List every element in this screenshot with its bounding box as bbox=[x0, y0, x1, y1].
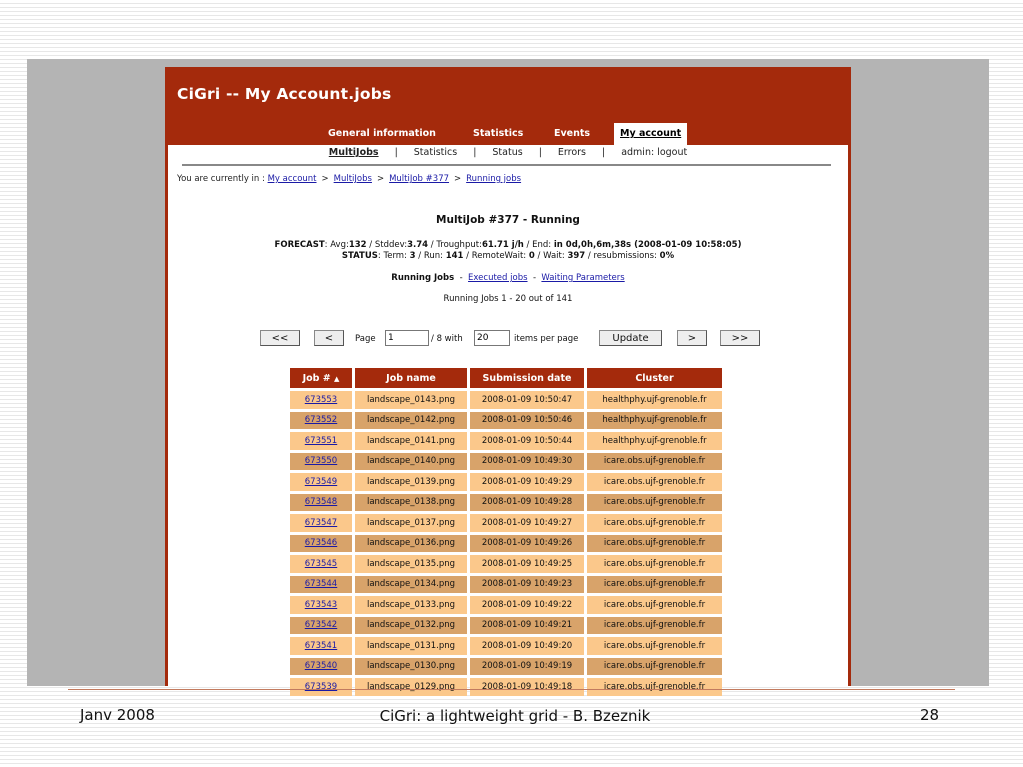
table-row bbox=[290, 391, 722, 409]
page-count-text: / 8 with bbox=[431, 334, 463, 344]
submission-date-cell: 2008-01-09 10:50:44 bbox=[470, 432, 584, 450]
job-number-cell bbox=[290, 453, 352, 471]
job-link[interactable]: 673544 bbox=[304, 579, 338, 590]
wait-value: 397 bbox=[567, 251, 586, 261]
run-value: 141 bbox=[445, 251, 464, 261]
cluster-cell: healthphy.ujf-grenoble.fr bbox=[587, 432, 722, 450]
job-link[interactable]: 673552 bbox=[304, 415, 338, 426]
subnav-errors[interactable]: Errors bbox=[557, 147, 586, 158]
footer-date: Janv 2008 bbox=[80, 706, 155, 724]
table-row bbox=[290, 658, 722, 676]
submission-date-cell: 2008-01-09 10:50:46 bbox=[470, 412, 584, 430]
footer-divider bbox=[68, 689, 955, 690]
sub-navigation bbox=[168, 147, 848, 158]
tab-statistics[interactable]: Statistics bbox=[473, 128, 524, 139]
view-separator: - bbox=[532, 273, 537, 283]
breadcrumb-multijobs[interactable]: MultiJobs bbox=[333, 174, 372, 184]
subnav-separator: | bbox=[473, 147, 477, 158]
job-link[interactable]: 673548 bbox=[304, 497, 338, 508]
page-label: Page bbox=[355, 334, 376, 344]
job-name-cell: landscape_0141.png bbox=[355, 432, 467, 450]
status-line: STATUS: Term: 3 / Run: 141 / RemoteWait: 0 / Wait: 397 / resubmissions: 0% bbox=[341, 251, 675, 261]
submission-date-cell: 2008-01-09 10:49:18 bbox=[470, 678, 584, 696]
jobs-table bbox=[287, 365, 725, 699]
table-row bbox=[290, 535, 722, 553]
submission-date-cell: 2008-01-09 10:49:27 bbox=[470, 514, 584, 532]
job-name-cell: landscape_0129.png bbox=[355, 678, 467, 696]
breadcrumb-separator: > bbox=[321, 174, 329, 184]
column-job-number[interactable] bbox=[290, 368, 352, 388]
job-name-cell: landscape_0142.png bbox=[355, 412, 467, 430]
cluster-cell: icare.obs.ujf-grenoble.fr bbox=[587, 658, 722, 676]
job-number-cell bbox=[290, 678, 352, 696]
job-name-cell: landscape_0138.png bbox=[355, 494, 467, 512]
app-title: CiGri -- My Account.jobs bbox=[177, 85, 392, 103]
breadcrumb-running-jobs[interactable]: Running jobs bbox=[466, 174, 522, 184]
job-link[interactable]: 673545 bbox=[304, 558, 338, 569]
cluster-cell: icare.obs.ujf-grenoble.fr bbox=[587, 514, 722, 532]
tab-events[interactable]: Events bbox=[554, 128, 591, 139]
subnav-separator: | bbox=[538, 147, 542, 158]
resub-value: 0% bbox=[659, 251, 675, 261]
job-number-cell bbox=[290, 576, 352, 594]
cluster-cell: icare.obs.ujf-grenoble.fr bbox=[587, 637, 722, 655]
table-row bbox=[290, 678, 722, 696]
table-row bbox=[290, 596, 722, 614]
subnav-separator: | bbox=[394, 147, 398, 158]
footer-page-number: 28 bbox=[920, 706, 940, 724]
job-link[interactable]: 673541 bbox=[304, 640, 338, 651]
breadcrumb bbox=[177, 174, 521, 184]
submission-date-cell: 2008-01-09 10:49:20 bbox=[470, 637, 584, 655]
range-summary: Running Jobs 1 - 20 out of 141 bbox=[443, 294, 573, 304]
job-number-cell bbox=[290, 391, 352, 409]
job-number-cell bbox=[290, 596, 352, 614]
footer-title: CiGri: a lightweight grid - B. Bzeznik bbox=[379, 707, 651, 725]
subnav-logout[interactable]: admin: logout bbox=[621, 147, 688, 158]
job-views bbox=[168, 273, 848, 283]
throughput-label: Troughput: bbox=[436, 240, 482, 250]
cluster-cell: icare.obs.ujf-grenoble.fr bbox=[587, 555, 722, 573]
update-button[interactable]: Update bbox=[599, 330, 662, 346]
job-number-cell bbox=[290, 535, 352, 553]
submission-date-cell: 2008-01-09 10:49:28 bbox=[470, 494, 584, 512]
stddev-label: Stddev: bbox=[374, 240, 408, 250]
run-label: Run: bbox=[423, 251, 444, 261]
remote-label: RemoteWait: bbox=[471, 251, 527, 261]
job-name-cell: landscape_0130.png bbox=[355, 658, 467, 676]
forecast-label: FORECAST bbox=[274, 240, 325, 250]
subnav-separator: | bbox=[602, 147, 606, 158]
tab-general-information[interactable]: General information bbox=[328, 128, 436, 139]
view-separator: - bbox=[459, 273, 463, 283]
job-link[interactable]: 673550 bbox=[304, 456, 338, 467]
table-row bbox=[290, 514, 722, 532]
resub-label: resubmissions: bbox=[593, 251, 657, 261]
job-number-cell bbox=[290, 473, 352, 491]
submission-date-cell: 2008-01-09 10:49:23 bbox=[470, 576, 584, 594]
cluster-cell: icare.obs.ujf-grenoble.fr bbox=[587, 453, 722, 471]
job-link[interactable]: 673549 bbox=[304, 476, 338, 487]
job-number-cell bbox=[290, 555, 352, 573]
table-row bbox=[290, 494, 722, 512]
last-page-button[interactable]: >> bbox=[720, 330, 760, 346]
subnav-multijobs[interactable]: MultiJobs bbox=[328, 147, 379, 158]
job-link[interactable]: 673539 bbox=[304, 681, 338, 692]
job-number-cell bbox=[290, 494, 352, 512]
job-link[interactable]: 673553 bbox=[304, 394, 338, 405]
submission-date-cell: 2008-01-09 10:49:26 bbox=[470, 535, 584, 553]
submission-date-cell: 2008-01-09 10:49:30 bbox=[470, 453, 584, 471]
cluster-cell: icare.obs.ujf-grenoble.fr bbox=[587, 494, 722, 512]
next-page-button[interactable]: > bbox=[677, 330, 707, 346]
per-page-label: items per page bbox=[514, 334, 579, 344]
job-name-cell: landscape_0137.png bbox=[355, 514, 467, 532]
job-name-cell: landscape_0140.png bbox=[355, 453, 467, 471]
job-name-cell: landscape_0143.png bbox=[355, 391, 467, 409]
submission-date-cell: 2008-01-09 10:49:22 bbox=[470, 596, 584, 614]
breadcrumb-multijob-377[interactable]: MultiJob #377 bbox=[389, 174, 450, 184]
job-name-cell: landscape_0136.png bbox=[355, 535, 467, 553]
end-value: in 0d,0h,6m,38s (2008-01-09 10:58:05) bbox=[553, 240, 742, 250]
forecast-line: FORECAST: Avg:132 / Stddev:3.74 / Troughput:61.71 j/h / End: in 0d,0h,6m,38s (2008-01-09 10:58:05) bbox=[274, 240, 742, 250]
first-page-button[interactable]: << bbox=[260, 330, 300, 346]
cluster-cell: icare.obs.ujf-grenoble.fr bbox=[587, 596, 722, 614]
remote-value: 0 bbox=[528, 251, 535, 261]
table-row bbox=[290, 432, 722, 450]
job-name-cell: landscape_0133.png bbox=[355, 596, 467, 614]
job-name-cell: landscape_0132.png bbox=[355, 617, 467, 635]
table-row bbox=[290, 453, 722, 471]
page-input[interactable] bbox=[385, 330, 429, 346]
submission-date-cell: 2008-01-09 10:49:25 bbox=[470, 555, 584, 573]
table-header-row bbox=[290, 368, 722, 388]
column-job-name[interactable]: Job name bbox=[355, 368, 467, 388]
job-name-cell: landscape_0134.png bbox=[355, 576, 467, 594]
job-number-cell bbox=[290, 617, 352, 635]
submission-date-cell: 2008-01-09 10:49:19 bbox=[470, 658, 584, 676]
table-row bbox=[290, 637, 722, 655]
view-waiting-parameters[interactable]: Waiting Parameters bbox=[541, 273, 625, 283]
tab-my-account[interactable]: My account bbox=[614, 123, 687, 145]
app-header bbox=[168, 67, 848, 145]
cluster-cell: icare.obs.ujf-grenoble.fr bbox=[587, 576, 722, 594]
cluster-cell: healthphy.ujf-grenoble.fr bbox=[587, 412, 722, 430]
subnav-status[interactable]: Status bbox=[492, 147, 523, 158]
job-name-cell: landscape_0131.png bbox=[355, 637, 467, 655]
avg-label: Avg: bbox=[330, 240, 349, 250]
subnav-statistics[interactable]: Statistics bbox=[413, 147, 458, 158]
breadcrumb-separator: > bbox=[376, 174, 385, 184]
table-row bbox=[290, 412, 722, 430]
job-link[interactable]: 673540 bbox=[304, 661, 338, 672]
submission-date-cell: 2008-01-09 10:49:21 bbox=[470, 617, 584, 635]
multijob-title: MultiJob #377 - Running bbox=[436, 214, 580, 226]
breadcrumb-separator: > bbox=[454, 174, 462, 184]
cluster-cell: icare.obs.ujf-grenoble.fr bbox=[587, 678, 722, 696]
term-value: 3 bbox=[409, 251, 416, 261]
table-row bbox=[290, 576, 722, 594]
cluster-cell: healthphy.ujf-grenoble.fr bbox=[587, 391, 722, 409]
job-name-cell: landscape_0135.png bbox=[355, 555, 467, 573]
breadcrumb-my-account[interactable]: My account bbox=[267, 174, 317, 184]
table-row bbox=[290, 617, 722, 635]
job-number-cell bbox=[290, 412, 352, 430]
table-row bbox=[290, 473, 722, 491]
submission-date-cell: 2008-01-09 10:50:47 bbox=[470, 391, 584, 409]
cluster-cell: icare.obs.ujf-grenoble.fr bbox=[587, 535, 722, 553]
status-label: STATUS bbox=[341, 251, 378, 261]
sort-ascending-icon: ▲ bbox=[334, 374, 340, 383]
job-name-cell: landscape_0139.png bbox=[355, 473, 467, 491]
job-link[interactable]: 673547 bbox=[304, 517, 338, 528]
term-label: Term: bbox=[383, 251, 407, 261]
submission-date-cell: 2008-01-09 10:49:29 bbox=[470, 473, 584, 491]
browser-page bbox=[165, 67, 851, 692]
view-executed-jobs[interactable]: Executed jobs bbox=[468, 273, 528, 283]
stddev-value: 3.74 bbox=[407, 240, 429, 250]
avg-value: 132 bbox=[348, 240, 367, 250]
cluster-cell: icare.obs.ujf-grenoble.fr bbox=[587, 473, 722, 491]
job-link[interactable]: 673546 bbox=[304, 538, 338, 549]
view-running-jobs: Running Jobs bbox=[391, 273, 455, 283]
cluster-cell: icare.obs.ujf-grenoble.fr bbox=[587, 617, 722, 635]
job-number-cell bbox=[290, 658, 352, 676]
job-link[interactable]: 673543 bbox=[304, 599, 338, 610]
breadcrumb-prefix: You are currently in : bbox=[177, 174, 265, 184]
subnav-divider bbox=[182, 164, 831, 166]
column-label: Job # bbox=[302, 372, 331, 384]
per-page-input[interactable] bbox=[474, 330, 510, 346]
table-row bbox=[290, 555, 722, 573]
job-number-cell bbox=[290, 514, 352, 532]
job-link[interactable]: 673551 bbox=[304, 435, 338, 446]
end-label: End: bbox=[532, 240, 552, 250]
job-number-cell bbox=[290, 432, 352, 450]
prev-page-button[interactable]: < bbox=[314, 330, 344, 346]
column-submission-date[interactable]: Submission date bbox=[470, 368, 584, 388]
wait-label: Wait: bbox=[543, 251, 565, 261]
throughput-value: 61.71 j/h bbox=[481, 240, 524, 250]
job-number-cell bbox=[290, 637, 352, 655]
column-cluster[interactable]: Cluster bbox=[587, 368, 722, 388]
job-link[interactable]: 673542 bbox=[304, 620, 338, 631]
